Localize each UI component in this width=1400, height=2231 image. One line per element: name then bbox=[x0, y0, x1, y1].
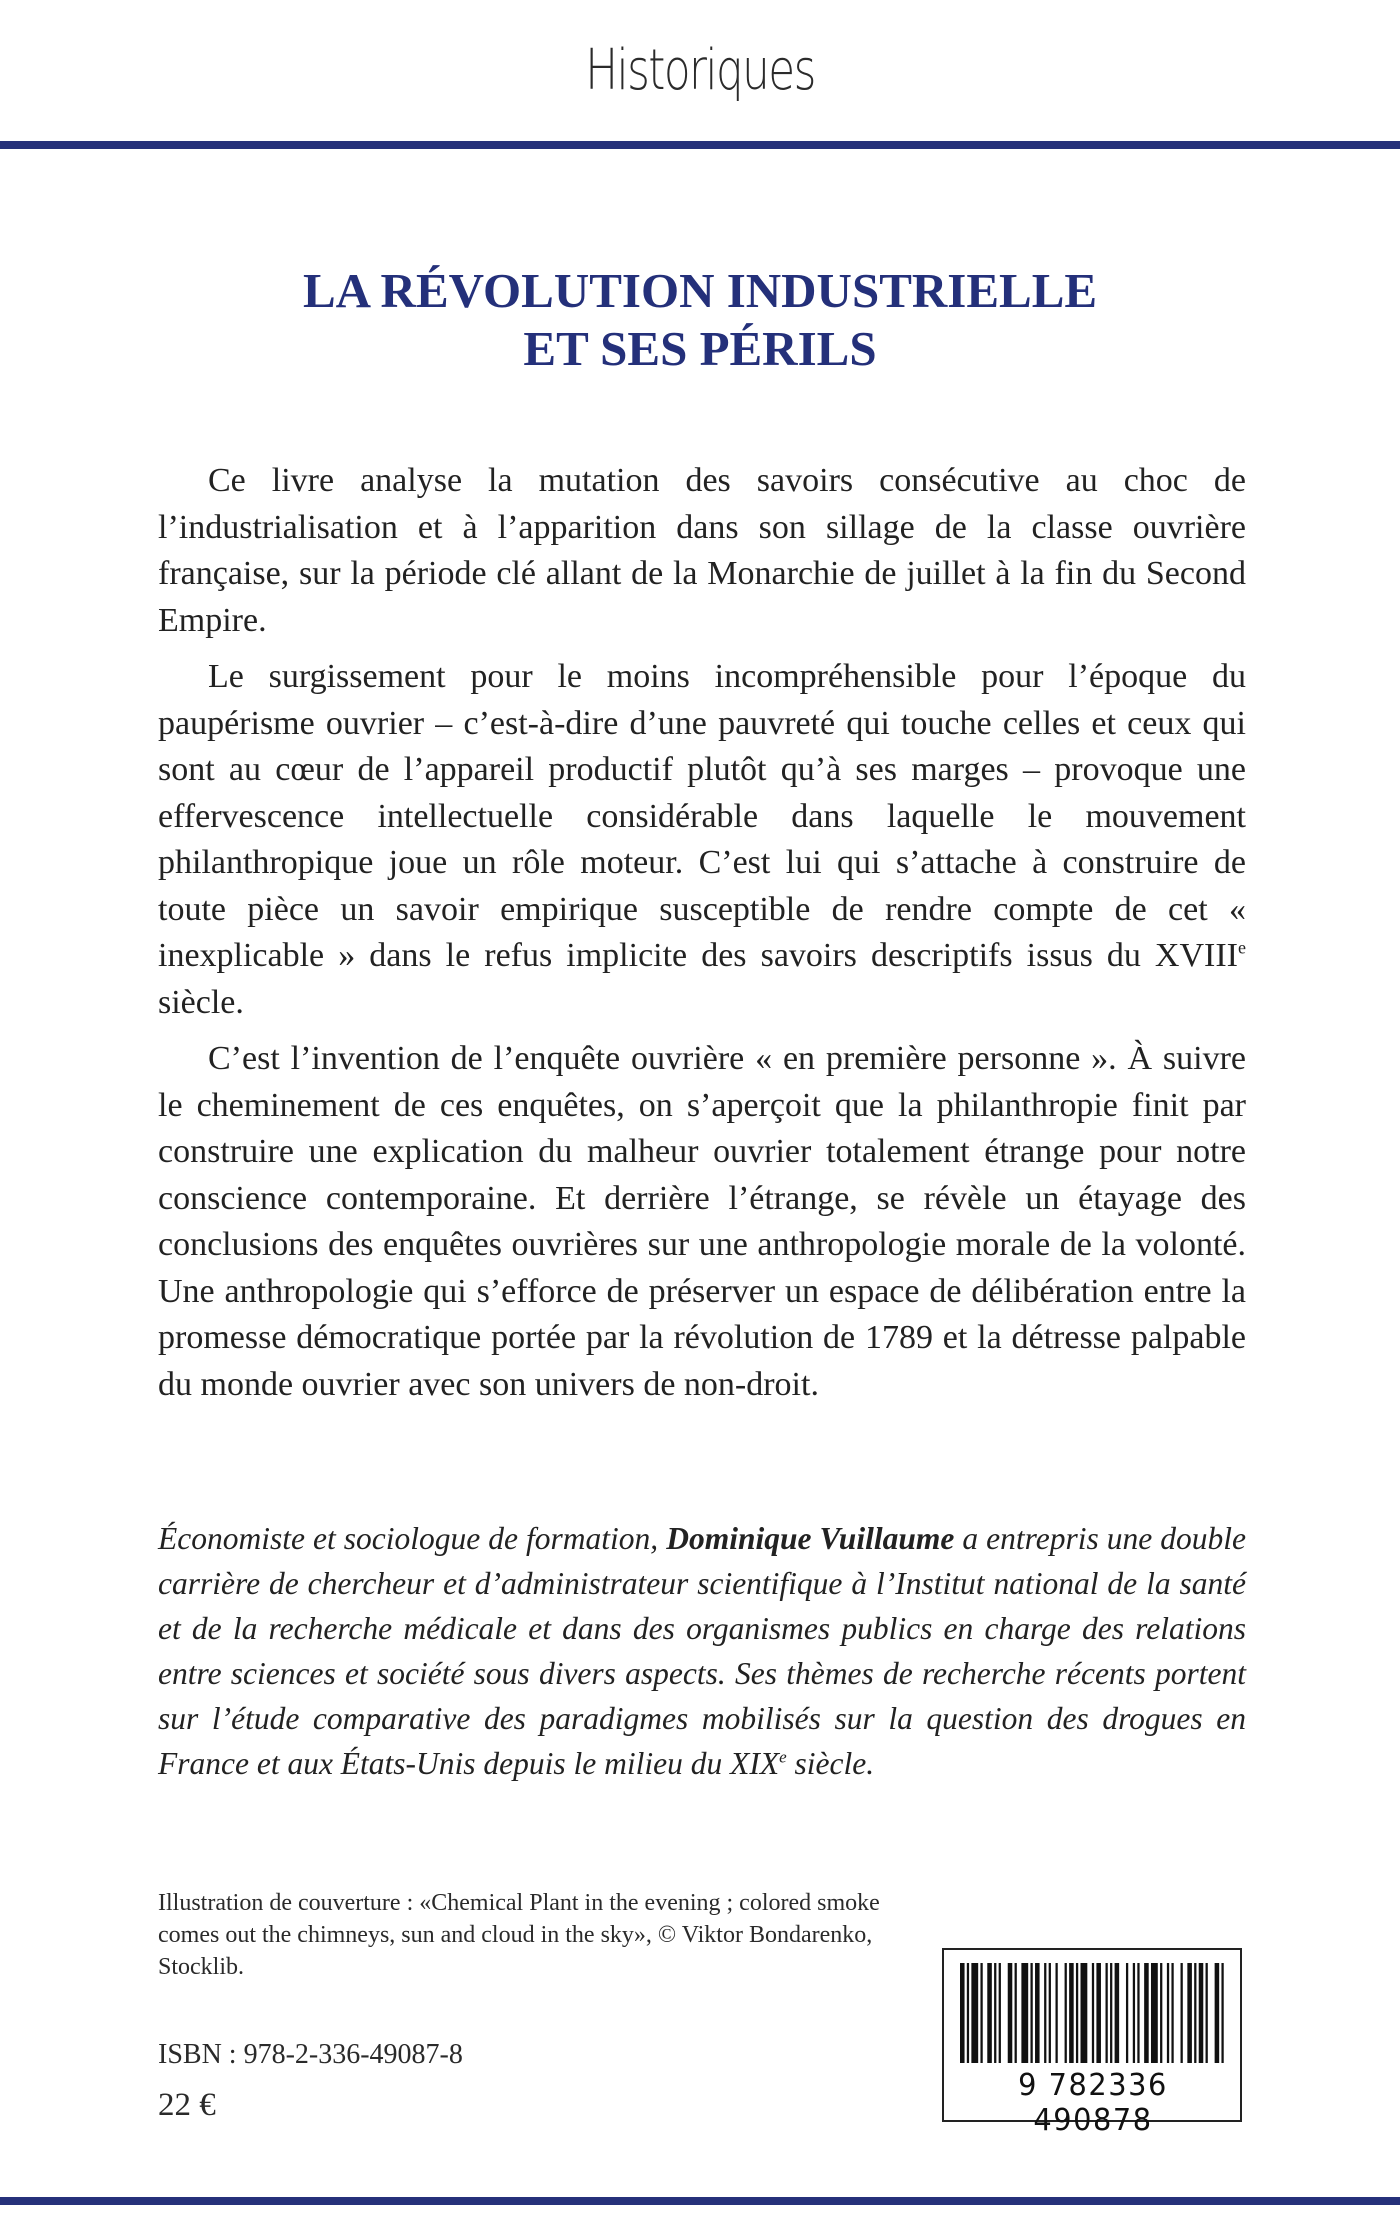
barcode-bar bbox=[1076, 1963, 1078, 2063]
barcode-bar bbox=[1092, 1963, 1094, 2063]
barcode-bar bbox=[960, 1963, 965, 2063]
superscript: e bbox=[1238, 937, 1246, 958]
barcode-digits: 9 782336 490878 bbox=[1018, 2068, 1168, 2138]
barcode-bar bbox=[1133, 1963, 1135, 2063]
barcode-bar bbox=[1151, 1963, 1158, 2063]
barcode-bar bbox=[1030, 1963, 1032, 2063]
barcode-bar bbox=[1171, 1963, 1173, 2063]
barcode-bar bbox=[1115, 1963, 1120, 2063]
barcode-bar bbox=[1137, 1963, 1139, 2063]
barcode-bar bbox=[1055, 1963, 1057, 2063]
summary-paragraph-2-end: siècle. bbox=[158, 983, 244, 1021]
bio-intro: Économiste et sociologue de formation, bbox=[158, 1521, 667, 1556]
barcode-bar bbox=[1035, 1963, 1040, 2063]
summary-paragraph-3: C’est l’invention de l’enquête ouvrière « en première personne ». À suivre le cheminement de ces enquêtes, on s’aperçoit que la philanthropie finit par construire une explication du malheur ouvrier totalement étrange pour notre conscience contemporaine. Et derrière l’étrange, se révèle un étayage des conclusions des enquêtes ouvrières sur une anthropologie morale de la volonté. Une anthropologie qui s’efforce de préserver un espace de délibération entre la promesse démocratique portée par la révolution de 1789 et la détresse palpable du monde ouvrier avec son univers de non-droit. bbox=[158, 1040, 1246, 1403]
bio-text: a entrepris une double carrière de chercheur et d’administrateur scientifique à l’Institut national de la santé et de la recherche médicale et dans des organismes publics en charge des relations entre sciences et société sous divers aspects. Ses thèmes de recherche récents portent sur l’étude comparative des paradigmes mobilisés sur la question des drogues en France et aux États-Unis depuis le milieu du XIX bbox=[158, 1521, 1246, 1781]
barcode-bar bbox=[1221, 1963, 1223, 2063]
bio-end: siècle. bbox=[786, 1746, 875, 1781]
barcode-bar bbox=[1144, 1963, 1149, 2063]
barcode-bar bbox=[1181, 1963, 1183, 2063]
barcode-bar bbox=[1199, 1963, 1204, 2063]
barcode-bar bbox=[1110, 1963, 1112, 2063]
barcode-bar bbox=[999, 1963, 1001, 2063]
summary bbox=[158, 458, 1246, 1418]
barcode-bars bbox=[960, 1963, 1226, 2063]
barcode-bar bbox=[980, 1963, 982, 2063]
barcode-bar bbox=[1160, 1963, 1162, 2063]
top-divider bbox=[0, 141, 1400, 149]
barcode-bar bbox=[1194, 1963, 1196, 2063]
barcode-bar bbox=[971, 1963, 978, 2063]
isbn: ISBN : 978-2-336-49087-8 bbox=[158, 2039, 463, 2070]
barcode-bar bbox=[1081, 1963, 1088, 2063]
title-line-1: LA RÉVOLUTION INDUSTRIELLE bbox=[302, 263, 1098, 318]
barcode-bar bbox=[967, 1963, 969, 2063]
collection-name: Historiques bbox=[585, 38, 815, 103]
barcode-bar bbox=[1096, 1963, 1101, 2063]
barcode-bar bbox=[1021, 1963, 1028, 2063]
barcode-bar bbox=[1106, 1963, 1108, 2063]
barcode-bar bbox=[1187, 1963, 1192, 2063]
bottom-divider bbox=[0, 2197, 1400, 2205]
barcode-bar bbox=[1069, 1963, 1074, 2063]
barcode-bar bbox=[1126, 1963, 1128, 2063]
barcode-bar bbox=[1008, 1963, 1013, 2063]
summary-paragraph-2 bbox=[158, 654, 1246, 1026]
barcode bbox=[942, 1948, 1242, 2138]
title-line-2: ET SES PÉRILS bbox=[523, 321, 877, 376]
price: 22 € bbox=[158, 2087, 216, 2123]
barcode-bar bbox=[1065, 1963, 1067, 2063]
barcode-bar bbox=[1167, 1963, 1169, 2063]
barcode-bar bbox=[987, 1963, 992, 2063]
cover-credit: Illustration de couverture : «Chemical Plant in the evening ; colored smoke comes out the chimneys, sun and cloud in the sky», © Viktor Bondarenko, Stocklib. bbox=[158, 1890, 880, 1980]
barcode-bar bbox=[1206, 1963, 1208, 2063]
summary-paragraph-1: Ce livre analyse la mutation des savoirs consécutive au choc de l’industrialisation et à l’apparition dans son sillage de la classe ouvrière française, sur la période clé allant de la Monarchie de juillet à la fin du Second Empire. bbox=[158, 462, 1246, 639]
summary-paragraph-2-text: Le surgissement pour le moins incompréhensible pour l’époque du paupérisme ouvrier – c’est-à-dire d’une pauvreté qui touche celles et ceux qui sont au cœur de l’appareil productif plutôt qu’à ses marges – provoque une effervescence intellectuelle considérable dans laquelle le mouvement philanthropique joue un rôle moteur. C’est lui qui s’attache à construire de toute pièce un savoir empirique susceptible de rendre compte de cet « inexplicable » dans le refus implicite des savoirs descriptifs issus du XVIII bbox=[158, 658, 1246, 974]
book-title bbox=[0, 262, 1400, 378]
barcode-bar bbox=[1015, 1963, 1017, 2063]
barcode-bar bbox=[994, 1963, 996, 2063]
author-name: Dominique Vuillaume bbox=[666, 1521, 955, 1556]
superscript: e bbox=[779, 1747, 787, 1767]
barcode-bar bbox=[1044, 1963, 1046, 2063]
barcode-bar bbox=[1049, 1963, 1051, 2063]
author-bio bbox=[158, 1516, 1246, 1786]
barcode-bar bbox=[1215, 1963, 1220, 2063]
